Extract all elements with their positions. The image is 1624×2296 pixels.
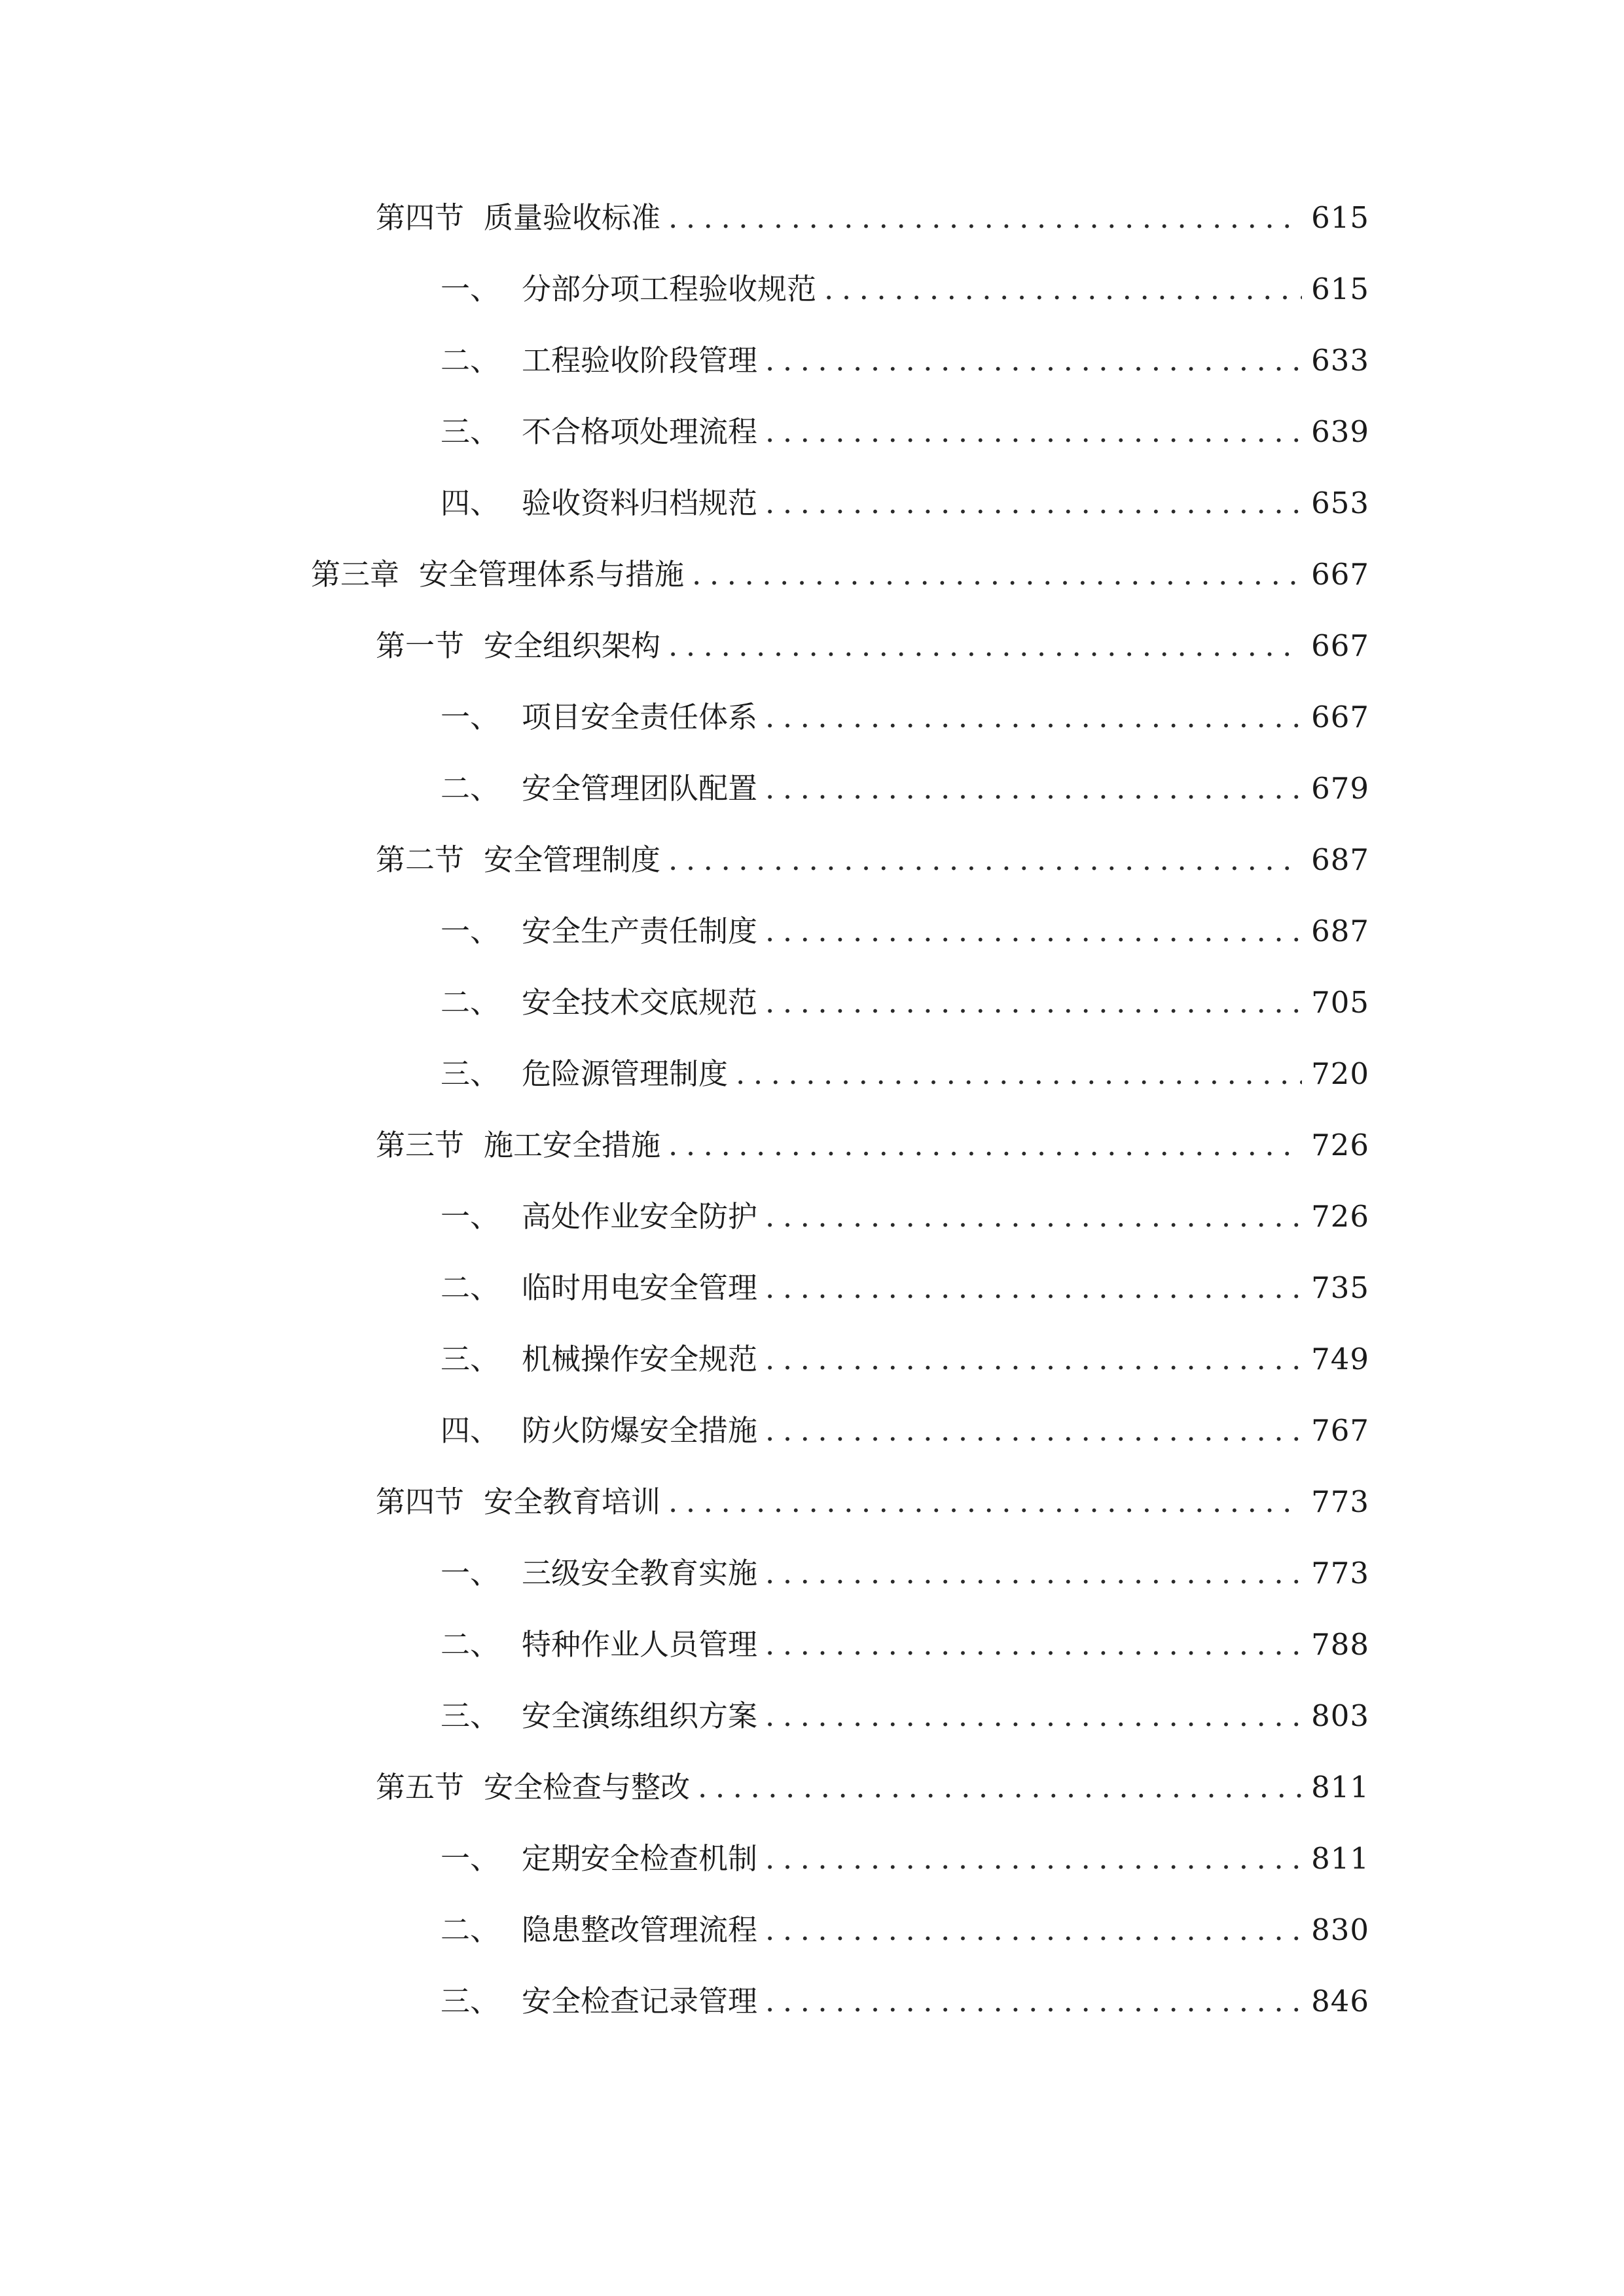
toc-entry-title: 危险源管理制度 bbox=[522, 1056, 729, 1091]
dot-leader bbox=[765, 406, 1302, 458]
toc-entry-number: 第四节 bbox=[376, 200, 465, 235]
toc-entry-title: 安全组织架构 bbox=[484, 628, 661, 663]
toc-entry-number: 三、 bbox=[441, 1984, 500, 2018]
toc-entry-page: 811 bbox=[1311, 1770, 1369, 1804]
toc-entry-title: 安全管理团队配置 bbox=[522, 771, 758, 806]
toc-entry[interactable] bbox=[441, 1904, 1369, 1956]
toc-entry-number: 一、 bbox=[441, 914, 500, 948]
toc-entry-title: 隐患整改管理流程 bbox=[522, 1912, 758, 1947]
toc-entry-page: 726 bbox=[1311, 1199, 1369, 1234]
dot-leader bbox=[765, 1975, 1302, 2028]
toc-entry[interactable] bbox=[311, 548, 1369, 601]
toc-entry[interactable] bbox=[376, 1761, 1369, 1814]
toc-entry-page: 811 bbox=[1311, 1841, 1369, 1876]
dot-leader bbox=[736, 1048, 1302, 1100]
toc-entry[interactable] bbox=[441, 263, 1369, 315]
toc-entry-number: 三、 bbox=[441, 1056, 500, 1091]
toc-entry[interactable] bbox=[376, 620, 1369, 672]
toc-entry[interactable] bbox=[441, 1975, 1369, 2028]
toc-entry[interactable] bbox=[441, 905, 1369, 958]
toc-entry-title: 验收资料归档规范 bbox=[522, 486, 758, 520]
toc-entry-title: 防火防爆安全措施 bbox=[522, 1413, 758, 1448]
toc-entry-page: 830 bbox=[1311, 1912, 1369, 1947]
toc-entry[interactable] bbox=[376, 1476, 1369, 1528]
dot-leader bbox=[765, 1547, 1302, 1600]
dot-leader bbox=[668, 620, 1302, 672]
toc-entry-page: 705 bbox=[1311, 985, 1369, 1020]
toc-entry[interactable] bbox=[441, 1191, 1369, 1243]
toc-entry-page: 667 bbox=[1311, 557, 1369, 592]
toc-entry[interactable] bbox=[441, 1833, 1369, 1885]
toc-entry-title: 机械操作安全规范 bbox=[522, 1342, 758, 1376]
toc-entry[interactable] bbox=[441, 477, 1369, 529]
toc-entry-number: 第三节 bbox=[376, 1128, 465, 1162]
toc-entry[interactable] bbox=[376, 834, 1369, 886]
toc-entry-number: 二、 bbox=[441, 343, 500, 378]
toc-entry-title: 临时用电安全管理 bbox=[522, 1270, 758, 1305]
toc-entry-page: 735 bbox=[1311, 1270, 1369, 1305]
dot-leader bbox=[765, 1619, 1302, 1671]
toc-entry-title: 不合格项处理流程 bbox=[522, 414, 758, 449]
dot-leader bbox=[765, 1833, 1302, 1885]
toc-entry[interactable] bbox=[376, 1119, 1369, 1172]
toc-entry[interactable] bbox=[441, 334, 1369, 387]
toc-entry-page: 687 bbox=[1311, 842, 1369, 877]
toc-entry-title: 安全教育培训 bbox=[484, 1484, 661, 1519]
toc-entry-number: 二、 bbox=[441, 771, 500, 806]
toc-entry-number: 一、 bbox=[441, 700, 500, 734]
toc-entry-title: 安全管理体系与措施 bbox=[419, 557, 685, 592]
toc-entry[interactable] bbox=[441, 977, 1369, 1029]
toc-entry[interactable] bbox=[441, 1333, 1369, 1386]
toc-entry-page: 803 bbox=[1311, 1698, 1369, 1733]
toc-entry-page: 767 bbox=[1311, 1413, 1369, 1448]
toc-entry-title: 分部分项工程验收规范 bbox=[522, 272, 817, 306]
toc-entry-number: 一、 bbox=[441, 1199, 500, 1234]
toc-entry-title: 安全检查与整改 bbox=[484, 1770, 691, 1804]
dot-leader bbox=[765, 762, 1302, 815]
dot-leader bbox=[765, 334, 1302, 387]
toc-entry-title: 项目安全责任体系 bbox=[522, 700, 758, 734]
toc-entry[interactable] bbox=[441, 1048, 1369, 1100]
toc-entry-title: 安全生产责任制度 bbox=[522, 914, 758, 948]
toc-entry-title: 质量验收标准 bbox=[484, 200, 661, 235]
toc-entry-title: 三级安全教育实施 bbox=[522, 1556, 758, 1590]
toc-entry[interactable] bbox=[376, 192, 1369, 244]
dot-leader bbox=[765, 1405, 1302, 1457]
dot-leader bbox=[668, 192, 1302, 244]
dot-leader bbox=[668, 1476, 1302, 1528]
toc-entry-page: 615 bbox=[1311, 272, 1369, 306]
toc-entry-title: 特种作业人员管理 bbox=[522, 1627, 758, 1662]
toc-entry[interactable] bbox=[441, 1262, 1369, 1314]
toc-entry-title: 工程验收阶段管理 bbox=[522, 343, 758, 378]
dot-leader bbox=[668, 1119, 1302, 1172]
toc-entry[interactable] bbox=[441, 1405, 1369, 1457]
toc-entry-title: 安全演练组织方案 bbox=[522, 1698, 758, 1733]
toc-entry-page: 788 bbox=[1311, 1627, 1369, 1662]
dot-leader bbox=[765, 905, 1302, 958]
toc-entry-number: 三、 bbox=[441, 1342, 500, 1376]
toc-entry-page: 846 bbox=[1311, 1984, 1369, 2018]
toc-entry[interactable] bbox=[441, 691, 1369, 744]
toc-entry-number: 三、 bbox=[441, 1698, 500, 1733]
dot-leader bbox=[668, 834, 1302, 886]
toc-entry-page: 679 bbox=[1311, 771, 1369, 806]
toc-entry-number: 第二节 bbox=[376, 842, 465, 877]
toc-entry-title: 安全管理制度 bbox=[484, 842, 661, 877]
toc-entry-number: 第四节 bbox=[376, 1484, 465, 1519]
toc-entry-title: 安全检查记录管理 bbox=[522, 1984, 758, 2018]
toc-entry-title: 高处作业安全防护 bbox=[522, 1199, 758, 1234]
toc-entry[interactable] bbox=[441, 762, 1369, 815]
toc-entry-title: 定期安全检查机制 bbox=[522, 1841, 758, 1876]
toc-entry[interactable] bbox=[441, 1619, 1369, 1671]
toc-entry-page: 633 bbox=[1311, 343, 1369, 378]
toc-entry-number: 一、 bbox=[441, 272, 500, 306]
toc-entry-number: 二、 bbox=[441, 985, 500, 1020]
toc-entry-page: 667 bbox=[1311, 628, 1369, 663]
dot-leader bbox=[765, 977, 1302, 1029]
dot-leader bbox=[765, 1904, 1302, 1956]
toc-entry-number: 四、 bbox=[441, 1413, 500, 1448]
dot-leader bbox=[765, 477, 1302, 529]
dot-leader bbox=[765, 1690, 1302, 1742]
toc-entry-number: 第五节 bbox=[376, 1770, 465, 1804]
toc-entry[interactable] bbox=[441, 406, 1369, 458]
toc-entry[interactable] bbox=[441, 1547, 1369, 1600]
toc-entry-title: 安全技术交底规范 bbox=[522, 985, 758, 1020]
toc-entry-number: 第一节 bbox=[376, 628, 465, 663]
dot-leader bbox=[824, 263, 1302, 315]
toc-entry-number: 二、 bbox=[441, 1627, 500, 1662]
toc-entry-number: 四、 bbox=[441, 486, 500, 520]
dot-leader bbox=[698, 1761, 1302, 1814]
toc-entry-title: 施工安全措施 bbox=[484, 1128, 661, 1162]
toc-entry-page: 667 bbox=[1311, 700, 1369, 734]
dot-leader bbox=[765, 1262, 1302, 1314]
toc-entry[interactable] bbox=[441, 1690, 1369, 1742]
dot-leader bbox=[765, 1333, 1302, 1386]
toc-entry-number: 二、 bbox=[441, 1912, 500, 1947]
dot-leader bbox=[692, 548, 1302, 601]
toc-entry-page: 773 bbox=[1311, 1484, 1369, 1519]
toc-entry-page: 773 bbox=[1311, 1556, 1369, 1590]
toc-entry-page: 720 bbox=[1311, 1056, 1369, 1091]
toc-entry-page: 726 bbox=[1311, 1128, 1369, 1162]
dot-leader bbox=[765, 1191, 1302, 1243]
toc-entry-page: 653 bbox=[1311, 486, 1369, 520]
toc-entry-page: 687 bbox=[1311, 914, 1369, 948]
dot-leader bbox=[765, 691, 1302, 744]
toc-entry-page: 639 bbox=[1311, 414, 1369, 449]
toc-entry-number: 一、 bbox=[441, 1556, 500, 1590]
toc-entry-number: 第三章 bbox=[311, 557, 400, 592]
toc-entry-page: 615 bbox=[1311, 200, 1369, 235]
toc-entry-page: 749 bbox=[1311, 1342, 1369, 1376]
toc-entry-number: 三、 bbox=[441, 414, 500, 449]
toc-entry-number: 二、 bbox=[441, 1270, 500, 1305]
toc-entry-number: 一、 bbox=[441, 1841, 500, 1876]
